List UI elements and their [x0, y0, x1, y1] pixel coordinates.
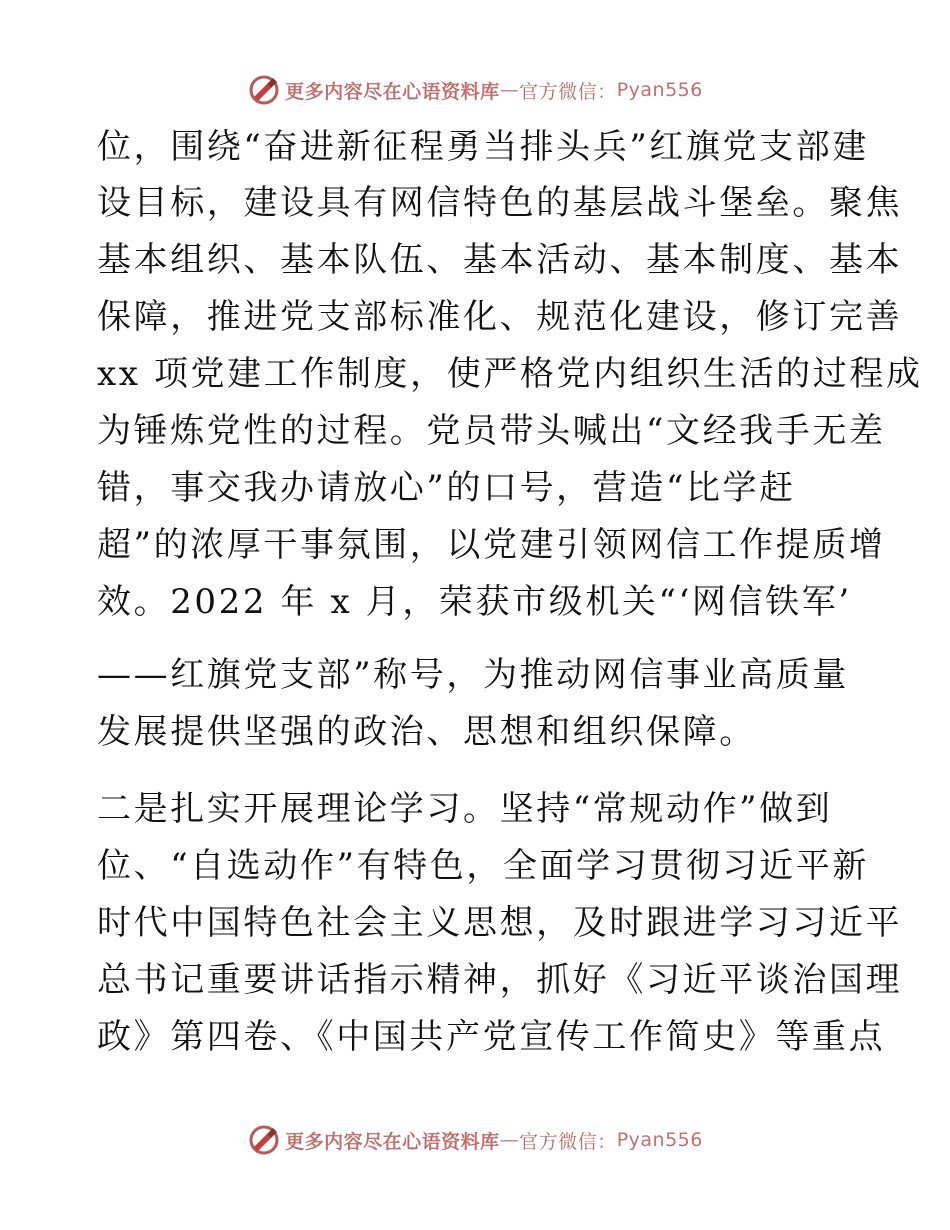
- footer-watermark: [0, 1120, 950, 1160]
- body-line: 错，事交我办请放心”的口号，营造“比学赶: [97, 468, 796, 508]
- watermark-brand: 更多内容尽在心语资料库: [285, 80, 500, 103]
- body-line: 二是扎实开展理论学习。坚持“常规动作”做到: [97, 789, 833, 829]
- body-line: 总书记重要讲话指示精神，抓好《习近平谈治国理: [97, 960, 903, 1000]
- watermark-wechat-label: 官方微信：: [519, 1130, 617, 1153]
- body-line: 效。2022 年 x 月，荣获市级机关“‘网信铁军’: [97, 582, 852, 622]
- body-line: 位、“自选动作”有特色，全面学习贯彻习近平新: [97, 846, 869, 886]
- body-line: 设目标，建设具有网信特色的基层战斗堡垒。聚焦: [97, 183, 903, 223]
- body-line: ——红旗党支部”称号，为推动网信事业高质量: [97, 655, 849, 695]
- watermark-wechat-label: 官方微信：: [519, 80, 617, 103]
- body-line: 超”的浓厚干事氛围，以党建引领网信工作提质增: [97, 525, 886, 565]
- watermark-logo-icon: [247, 73, 281, 107]
- body-line: 为锤炼党性的过程。党员带头喊出“文经我手无差: [97, 411, 886, 451]
- watermark-logo-icon: [247, 1123, 281, 1157]
- watermark-wechat-id: Pyan556: [616, 79, 703, 101]
- body-line: 位，围绕“奋进新征程勇当排头兵”红旗党支部建: [97, 127, 869, 167]
- header-watermark: [0, 70, 950, 110]
- watermark-dash: —: [499, 79, 520, 101]
- watermark-dash: —: [499, 1129, 520, 1151]
- body-line: 发展提供坚强的政治、思想和组织保障。: [97, 712, 756, 752]
- body-line: 政》第四卷、《中国共产党宣传工作简史》等重点: [97, 1017, 886, 1057]
- watermark-brand: 更多内容尽在心语资料库: [285, 1130, 500, 1153]
- body-line: 基本组织、基本队伍、基本活动、基本制度、基本: [97, 240, 903, 280]
- body-line: xx 项党建工作制度，使严格党内组织生活的过程成: [97, 354, 923, 394]
- body-line: 保障，推进党支部标准化、规范化建设，修订完善: [97, 297, 903, 337]
- watermark-wechat-id: Pyan556: [616, 1129, 703, 1151]
- body-line: 时代中国特色社会主义思想，及时跟进学习习近平: [97, 903, 903, 943]
